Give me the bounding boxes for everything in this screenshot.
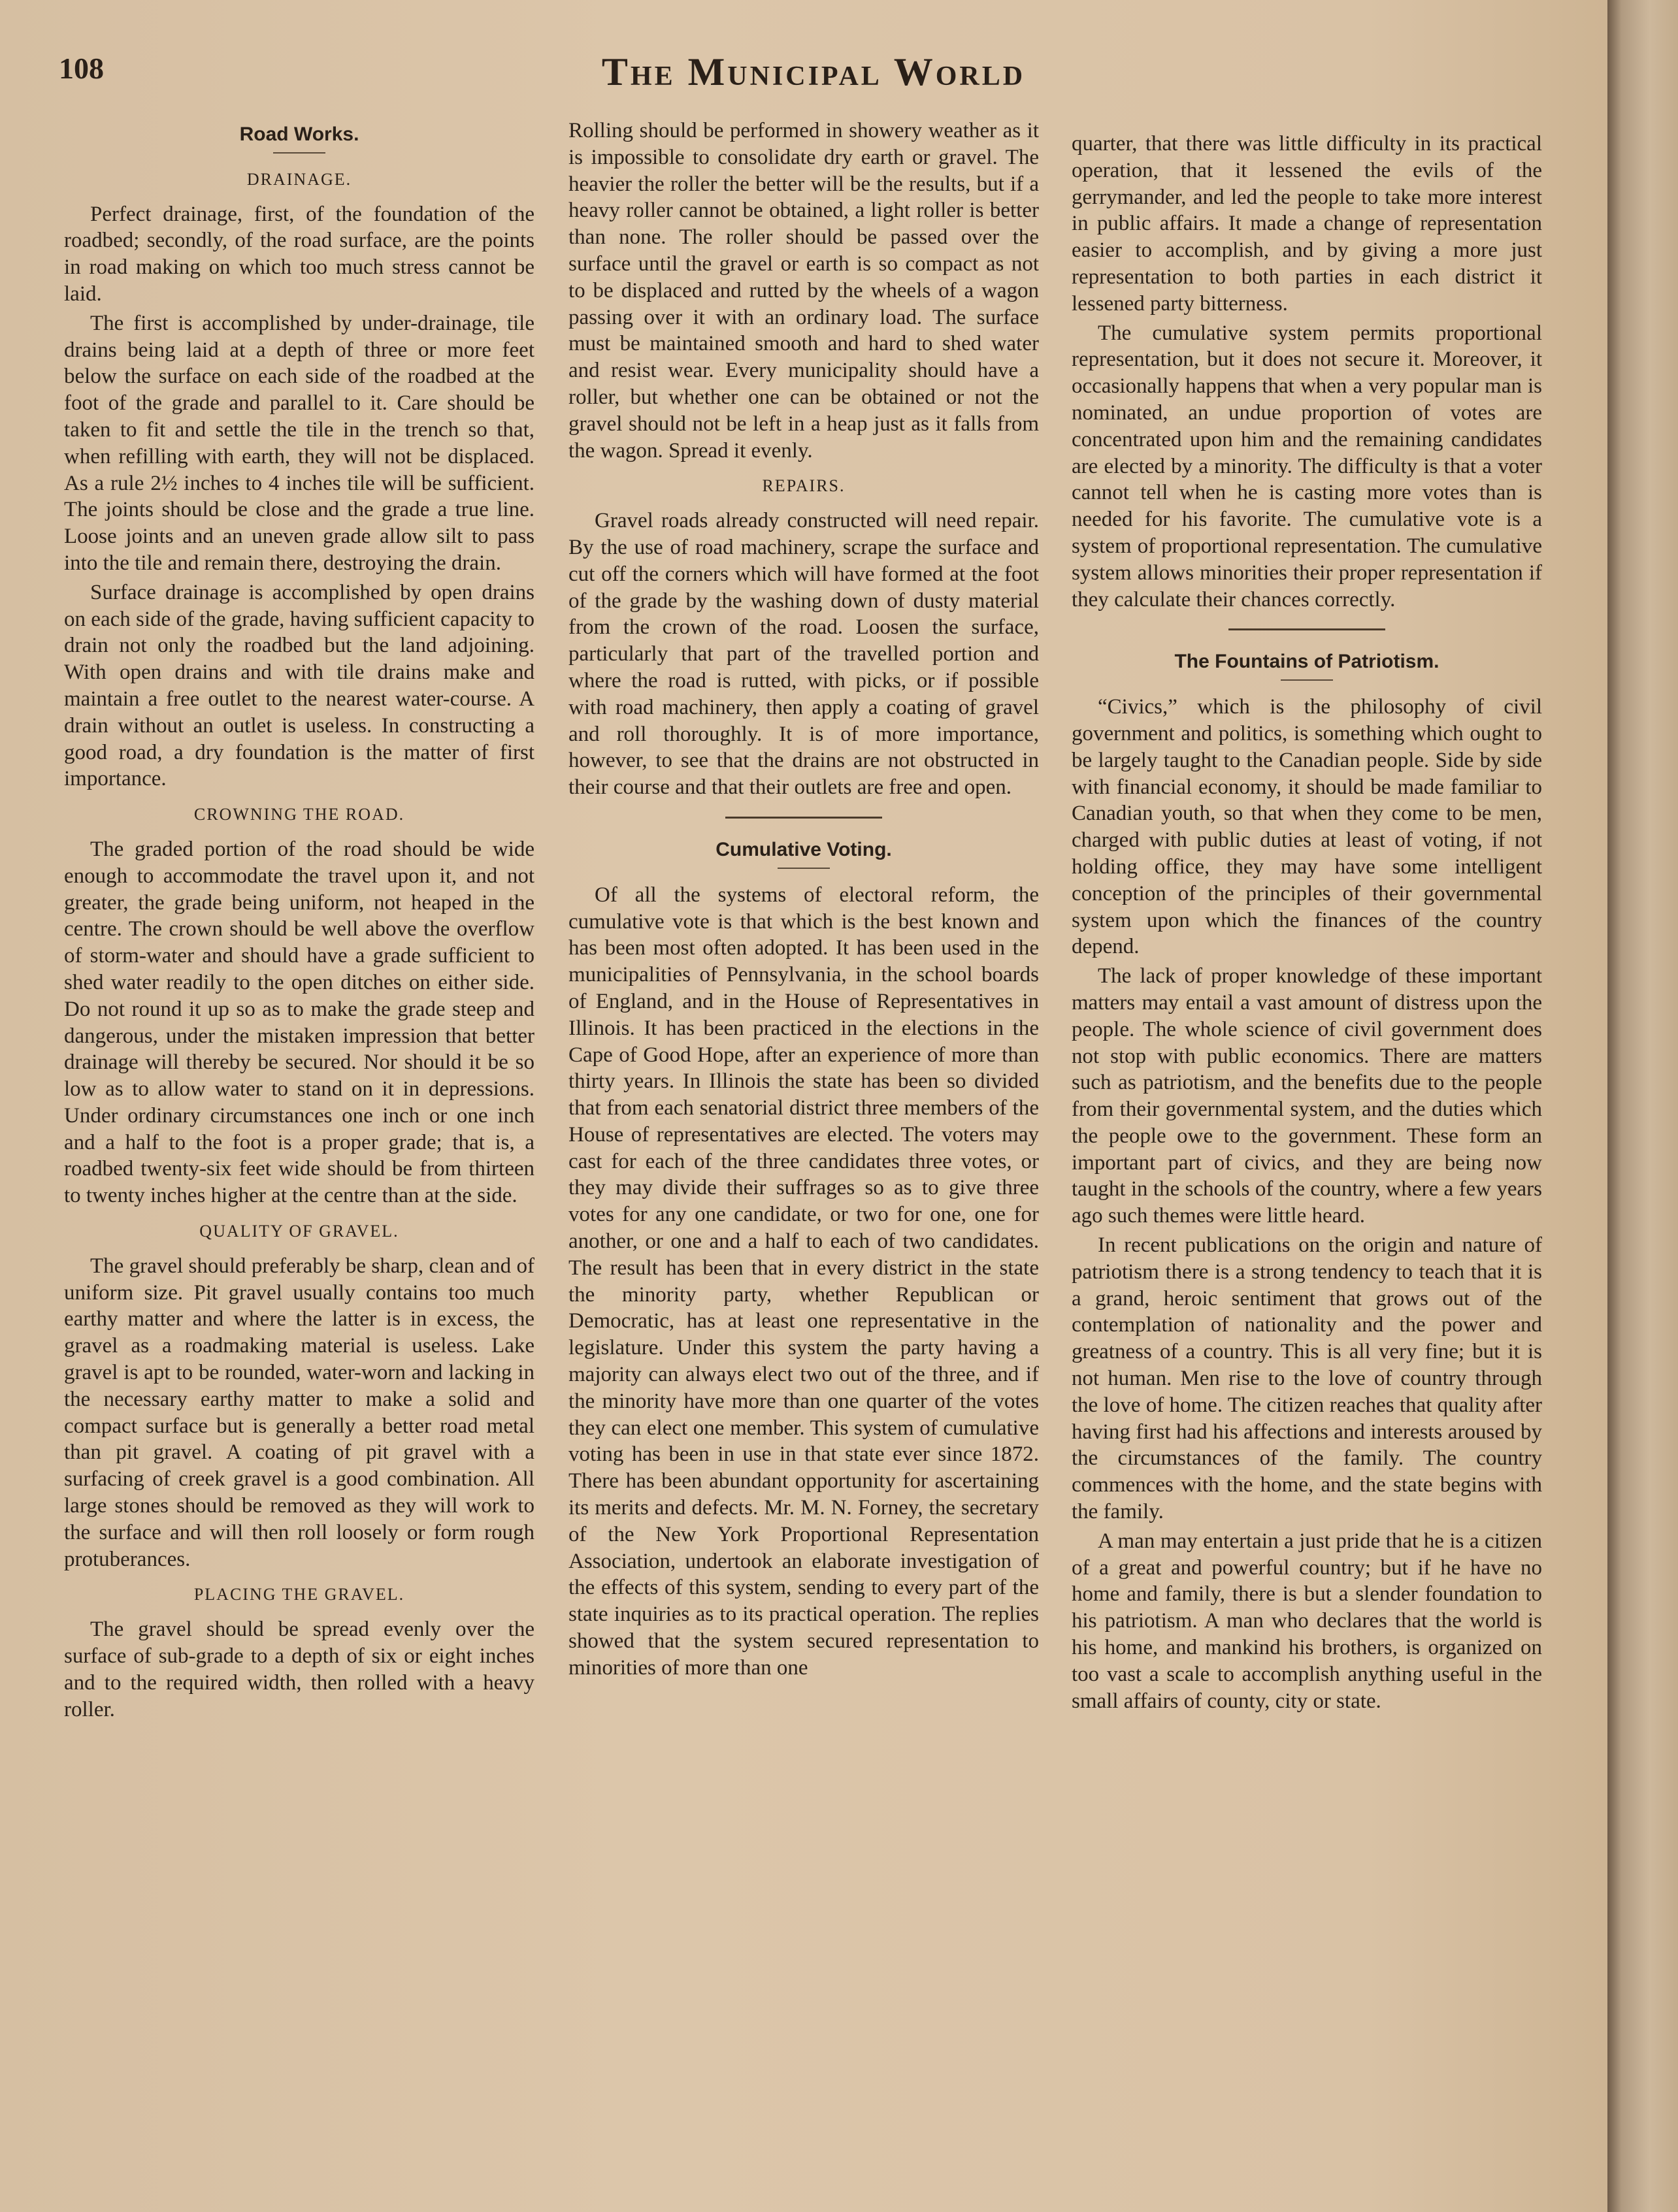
divider	[778, 868, 830, 869]
divider	[273, 152, 325, 154]
paragraph: Rolling should be performed in showery weather as it is impossible to consolidate dry earth or gravel. The heavier the roller the better will be the results, but if a heavy roller cannot be obtained, a light roller is better than none. The roller should be passed over the surface until the gravel or earth is so compact as not to be displaced and rutted by the wheels of a wagon passing over it with an ordinary load. The surface must be maintained smooth and hard to shed water and resist wear. Every municipality should have a roller, but whether one can be obtained or not the gravel should not be left in a heap just as it falls from the wagon. Spread it evenly.	[568, 119, 1039, 463]
article-title-cumulative-voting: Cumulative Voting.	[716, 838, 892, 860]
section-heading-placing: PLACING THE GRAVEL.	[193, 1585, 405, 1604]
section-heading-crowning: CROWNING THE ROAD.	[193, 805, 405, 824]
paragraph: Gravel roads already constructed will need repair. By the use of road machinery, scrape the surface and cut off the corners which will have formed at the foot of the grade by the washing down of dusty material from the crown of the road. Loosen the surface, particularly that part of the travelled portion and where the road is rutted, with picks, or if possible with road machinery, then apply a coating of gravel and roll thoroughly. It is of more importance, however, to see that the drains are not obstructed in their course and that their outlets are free and open.	[568, 509, 1039, 800]
paragraph: The lack of proper knowledge of these important matters may entail a vast amount of distress upon the people. The whole science of civil government does not stop with public economics. There are matters such as patriotism, and the benefits due to the people from their governmental system, and the duties which the people owe to the government. These form an important part of civics, and they are being now taught in the schools of the country, where a few years ago such themes were little heard.	[1072, 964, 1542, 1228]
paragraph: The cumulative system permits proportional representation, but it does not secure it. Moreover, it occasionally happens that when a very popular man is nominated, an undue proportion of votes are concentrated upon him and the remaining candidates are elected by a minority. The difficulty is that a voter cannot tell when he is casting more votes than is needed for his favorite. The cumulative vote is a system of proportional representation. The cumulative system allows minorities their proper representation if they calculate their chances correctly.	[1072, 321, 1542, 611]
page-number: 108	[59, 52, 104, 85]
article-separator	[1228, 628, 1385, 630]
page-header	[59, 46, 1568, 111]
paragraph: The gravel should preferably be sharp, clean and of uniform size. Pit gravel usually contains too much earthy matter and where the latter is in excess, the gravel as a roadmaking material is useless. Lake gravel is apt to be rounded, water-worn and lacking in the necessary earthy matter to make a solid and compact surface but is generally a better road metal than pit gravel. A coating of pit gravel with a surfacing of creek gravel is a good combination. All large stones should be removed as they will work to the surface and will then roll loosely or form rough protuberances.	[64, 1254, 535, 1571]
article-separator	[725, 817, 882, 819]
column-2	[568, 118, 1039, 1684]
paragraph: A man may entertain a just pride that he is a citizen of a great and powerful country; but if he have no home and family, there is but a slender foundation to his patriotism. A man who declares that the world is his home, and mankind his brothers, is organized on too vast a scale to accomplish anything useful in the small affairs of county, city or state.	[1072, 1529, 1542, 1713]
paragraph: quarter, that there was little difficulty in its practical operation, that it lessened the evils of the gerrymander, and led the people to take more interest in public affairs. It made a change of representation easier to accomplish, and by giving a more just representation to both parties in each district it lessened party bitterness.	[1072, 132, 1542, 316]
paragraph: The gravel should be spread evenly over the surface of sub-grade to a depth of six or eight inches and to the required width, then rolled with a heavy roller.	[64, 1618, 535, 1721]
divider	[1281, 679, 1333, 681]
article-title-road-works: Road Works.	[239, 123, 359, 145]
column-1	[64, 118, 535, 1725]
paragraph: “Civics,” which is the philosophy of civil government and politics, is something which ought to be largely taught to the Canadian people. Side by side with financial economy, it should be made familiar to Canadian youth, so that when they come to be men, charged with public duties at least of voting, if not holding office, they may have some intelligent conception of the principles of their governmental system upon which the finances of the country depend.	[1072, 695, 1542, 959]
column-3	[1072, 131, 1542, 1717]
paragraph: The graded portion of the road should be wide enough to accommodate the travel upon it, and not greater, the grade being uniform, not heaped in the centre. The crown should be well above the overflow of storm-water and should have a grade sufficient to shed water readily to the open ditches on either side. Do not round it up so as to make the grade steep and dangerous, under the mistaken impression that better drainage will thereby be secured. Nor should it be so low as to allow water to stand on it in depressions. Under ordinary circumstances one inch or one inch and a half to the foot is a proper grade; that is, a roadbed twenty-six feet wide should be from thirteen to twenty inches higher at the centre than at the side.	[64, 837, 535, 1208]
section-heading-quality: QUALITY OF GRAVEL.	[199, 1222, 399, 1241]
book-gutter	[1607, 0, 1678, 2212]
section-heading-repairs: REPAIRS.	[762, 476, 846, 496]
paragraph: Perfect drainage, first, of the foundation of the roadbed; secondly, of the road surface, are the points in road making on which too much stress cannot be laid.	[64, 202, 535, 306]
paragraph: Of all the systems of electoral reform, the cumulative vote is that which is the best known and has been most often adopted. It has been used in the municipalities of Pennsylvania, in the school boards of England, and in the House of Representatives in Illinois. It has been practiced in the elections in the Cape of Good Hope, after an experience of more than thirty years. In Illinois the state has been so divided that from each senatorial district three members of the House of representatives are elected. The voters may cast for each of the three candidates three votes, or they may divide their suffrages so as to give three votes for any one candidate, or two for one, one for another, or one and a half to each of two candidates. The result has been that in every district in the state the minority party, whether Republican or Democratic, has at least one representative in the legislature. Under this system the party having a majority can always elect two out of the three, and if the minority have more than one quarter of the votes they can elect one member. This system of cumulative voting has been in use in that state ever since 1872. There has been abundant opportunity for ascertaining its merits and defects. Mr. M. N. Forney, the secretary of the New York Proportional Representation Association, undertook an elaborate investigation of the effects of this system, sending to every part of the state inquiries as to its practical operation. The replies showed that the system secured representation to minorities of more than one	[568, 883, 1039, 1680]
paragraph: The first is accomplished by under-drainage, tile drains being laid at a depth of three or more feet below the surface on each side of the roadbed at the foot of the grade and parallel to it. Care should be taken to fit and settle the tile in the trench so that, when refilling with earth, they will not be displaced. As a rule 2½ inches to 4 inches tile will be sufficient. The joints should be close and the grade a true line. Loose joints and an uneven grade allow silt to pass into the tile and remain there, destroying the drain.	[64, 311, 535, 575]
section-heading-drainage: DRAINAGE.	[246, 169, 352, 189]
paragraph: Surface drainage is accomplished by open drains on each side of the grade, having sufficient capacity to drain not only the roadbed but the land adjoining. With open drains and with tile drains make and maintain a free outlet to the nearest water-course. A drain without an outlet is useless. In constructing a good road, a dry foundation is the matter of first importance.	[64, 580, 535, 791]
paragraph: In recent publications on the origin and nature of patriotism there is a strong tendency to teach that it is a grand, heroic sentiment that grows out of the contemplation of nationality and the power and greatness of a country. This is all very fine; but it is not human. Men rise to the love of country through the love of home. The citizen reaches that quality after having first had his affections and interests aroused by the circumstances of the family. The country commences with the home, and the state begins with the family.	[1072, 1233, 1542, 1524]
journal-title: The Municipal World	[601, 50, 1026, 93]
article-title-fountains-of-patriotism: The Fountains of Patriotism.	[1174, 651, 1439, 673]
